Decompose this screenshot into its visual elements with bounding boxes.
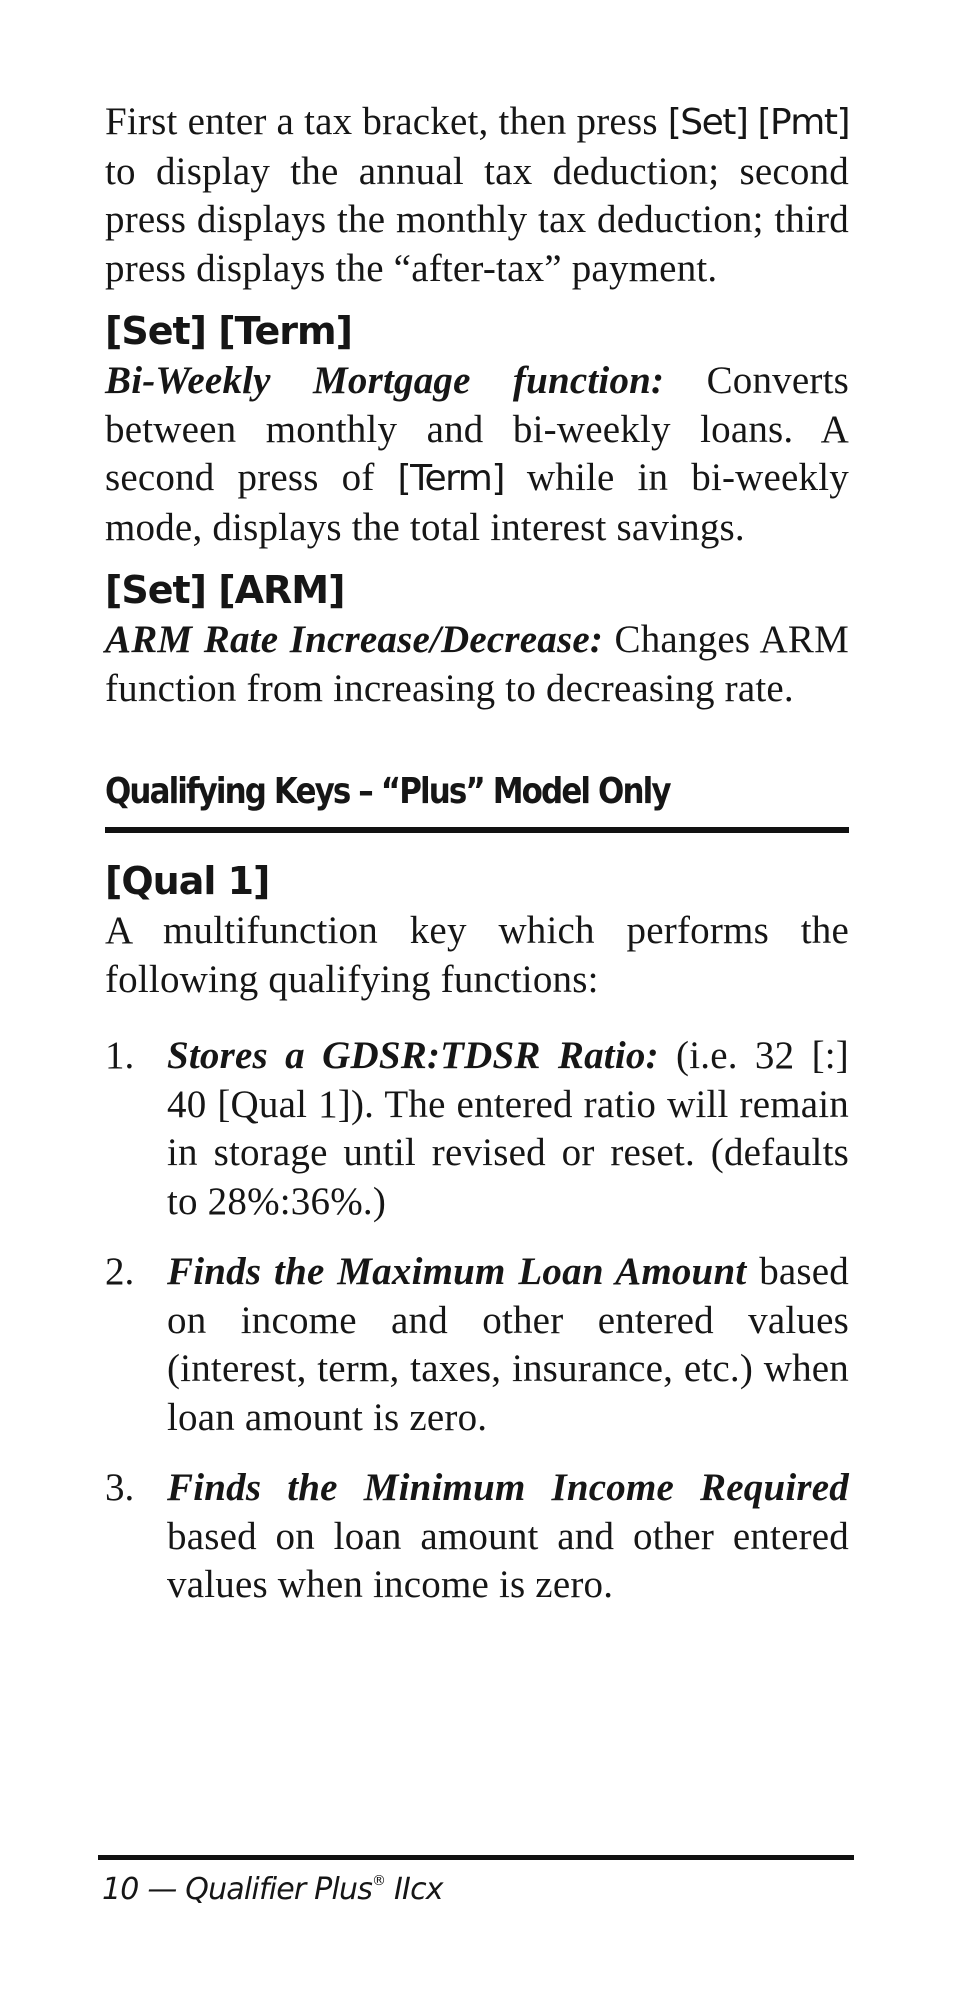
qual1-heading: [Qual 1]: [105, 859, 270, 903]
list-item-body: based on income and other entered values (interest, term, taxes, insurance, etc.) when loan amount is zero.: [167, 1250, 850, 1439]
set-arm-heading: [Set] [ARM]: [105, 568, 345, 612]
set-term-paragraph: [105, 357, 849, 552]
list-item-text: [167, 1032, 849, 1226]
set-arm-paragraph: [105, 616, 849, 713]
model-name: IIcx: [385, 1872, 443, 1907]
list-item-text: [167, 1248, 849, 1442]
set-term-text-before: Converts between monthly and bi-weekly loans. A second press of: [105, 359, 849, 499]
qualifying-section: [105, 765, 849, 833]
list-item-number: 3.: [105, 1466, 135, 1509]
list-item-number: 2.: [105, 1250, 135, 1293]
set-term-text-after: while in bi-weekly mode, displays the total interest savings.: [105, 456, 849, 549]
list-item-lead: Finds the Maximum Loan Amount: [167, 1250, 747, 1293]
intro-text-before: First enter a tax bracket, then press: [105, 100, 668, 143]
pmt-key-label: [Pmt]: [757, 102, 849, 143]
term-key-label: [Term]: [397, 458, 504, 499]
list-item: [105, 1248, 849, 1442]
list-item-body: (i.e. 32 [:] 40 [Qual 1]). The entered ratio will remain in storage until revised or reset. (defaults to 28%:36%.): [167, 1034, 849, 1223]
set-key-label: [Set]: [667, 102, 748, 143]
product-name: Qualifier Plus: [185, 1872, 373, 1907]
intro-text-after: to display the annual tax deduction; second press displays the monthly tax deduction; third press displays the “after-tax” payment.: [105, 149, 849, 290]
list-item-lead: Stores a GDSR:TDSR Ratio:: [167, 1034, 659, 1077]
set-term-lead: Bi-Weekly Mortgage function:: [105, 359, 665, 402]
footer-divider: [98, 1855, 854, 1860]
section-title: Qualifying Keys – “Plus” Model Only: [105, 771, 670, 812]
footer-text: [102, 1872, 854, 1907]
qual1-intro: A multifunction key which performs the following qualifying functions:: [105, 909, 849, 1001]
set-term-heading: [Set] [Term]: [105, 309, 352, 353]
qual1-function-list: [105, 1032, 849, 1610]
list-item-number: 1.: [105, 1034, 135, 1077]
page-number: 10: [102, 1872, 139, 1907]
list-item-text: [167, 1464, 849, 1610]
section-divider: [105, 827, 849, 833]
set-arm-lead: ARM Rate Increase/Decrease:: [105, 618, 604, 661]
list-item-lead: Finds the Minimum Income Required: [167, 1466, 849, 1509]
list-item: [105, 1464, 849, 1610]
footer-separator: —: [138, 1872, 186, 1907]
registered-mark: ®: [372, 1873, 386, 1889]
intro-paragraph: [105, 98, 849, 293]
list-item: [105, 1032, 849, 1226]
page-footer: [98, 1855, 854, 1907]
set-arm-text: Changes ARM function from increasing to decreasing rate.: [105, 618, 849, 710]
page-content: [105, 98, 849, 1610]
list-item-body: based on loan amount and other entered values when income is zero.: [167, 1514, 849, 1606]
